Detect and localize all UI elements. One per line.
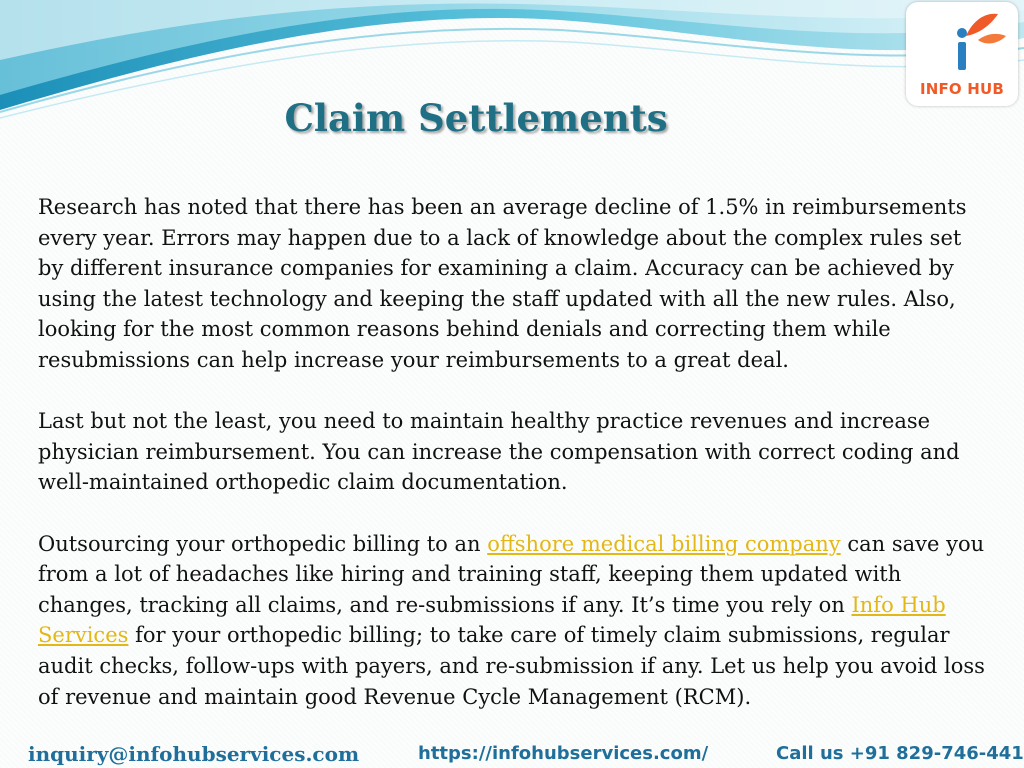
paragraph-text: Research has noted that there has been an average decline of 1.5% in reimbursements every year. Errors may happen due to a lack of knowledge about the complex rules set by different insurance companies for examining a claim. Accuracy can be achieved by using the latest technology and keeping the staff updated with all the new rules. Also, looking for the most common reasons behind denials and correcting them while resubmissions can help increase your reimbursements to a great deal. bbox=[38, 195, 967, 372]
paragraph-text: can save you from a lot of headaches like hiring and training staff, keeping them updated with changes, tracking all claims, and re-submissions if any. It’s time you rely on bbox=[38, 531, 985, 617]
logo-text: INFO HUB bbox=[919, 80, 1005, 98]
paragraph-2 bbox=[38, 406, 988, 498]
paragraph-3 bbox=[38, 529, 988, 713]
info-hub-services-link[interactable]: Info Hub Services bbox=[38, 592, 946, 648]
paragraph-1 bbox=[38, 192, 988, 376]
footer bbox=[0, 742, 1024, 768]
paragraph-text: Outsourcing your orthopedic billing to an bbox=[38, 531, 488, 556]
offshore-billing-link[interactable]: offshore medical billing company bbox=[487, 531, 841, 556]
info-hub-logo-icon bbox=[906, 2, 1018, 82]
paragraph-text: for your orthopedic billing; to take care of timely claim submissions, regular audit checks, follow-ups with payers, and re-submission if any. Let us help you avoid loss of revenue and maintain good Revenue Cycle Management (RCM). bbox=[38, 623, 985, 709]
footer-phone: Call us +91 829-746-441 bbox=[776, 743, 1024, 764]
slide-title: Claim Settlements bbox=[284, 96, 668, 140]
slide-body bbox=[38, 192, 988, 743]
footer-email[interactable]: inquiry@infohubservices.com bbox=[28, 742, 360, 766]
info-hub-logo bbox=[906, 2, 1018, 106]
paragraph-text: Last but not the least, you need to maintain healthy practice revenues and increase physician reimbursement. You can increase the compensation with correct coding and well-maintained orthopedic claim documentation. bbox=[38, 409, 960, 495]
footer-website[interactable]: https://infohubservices.com/ bbox=[418, 743, 709, 764]
